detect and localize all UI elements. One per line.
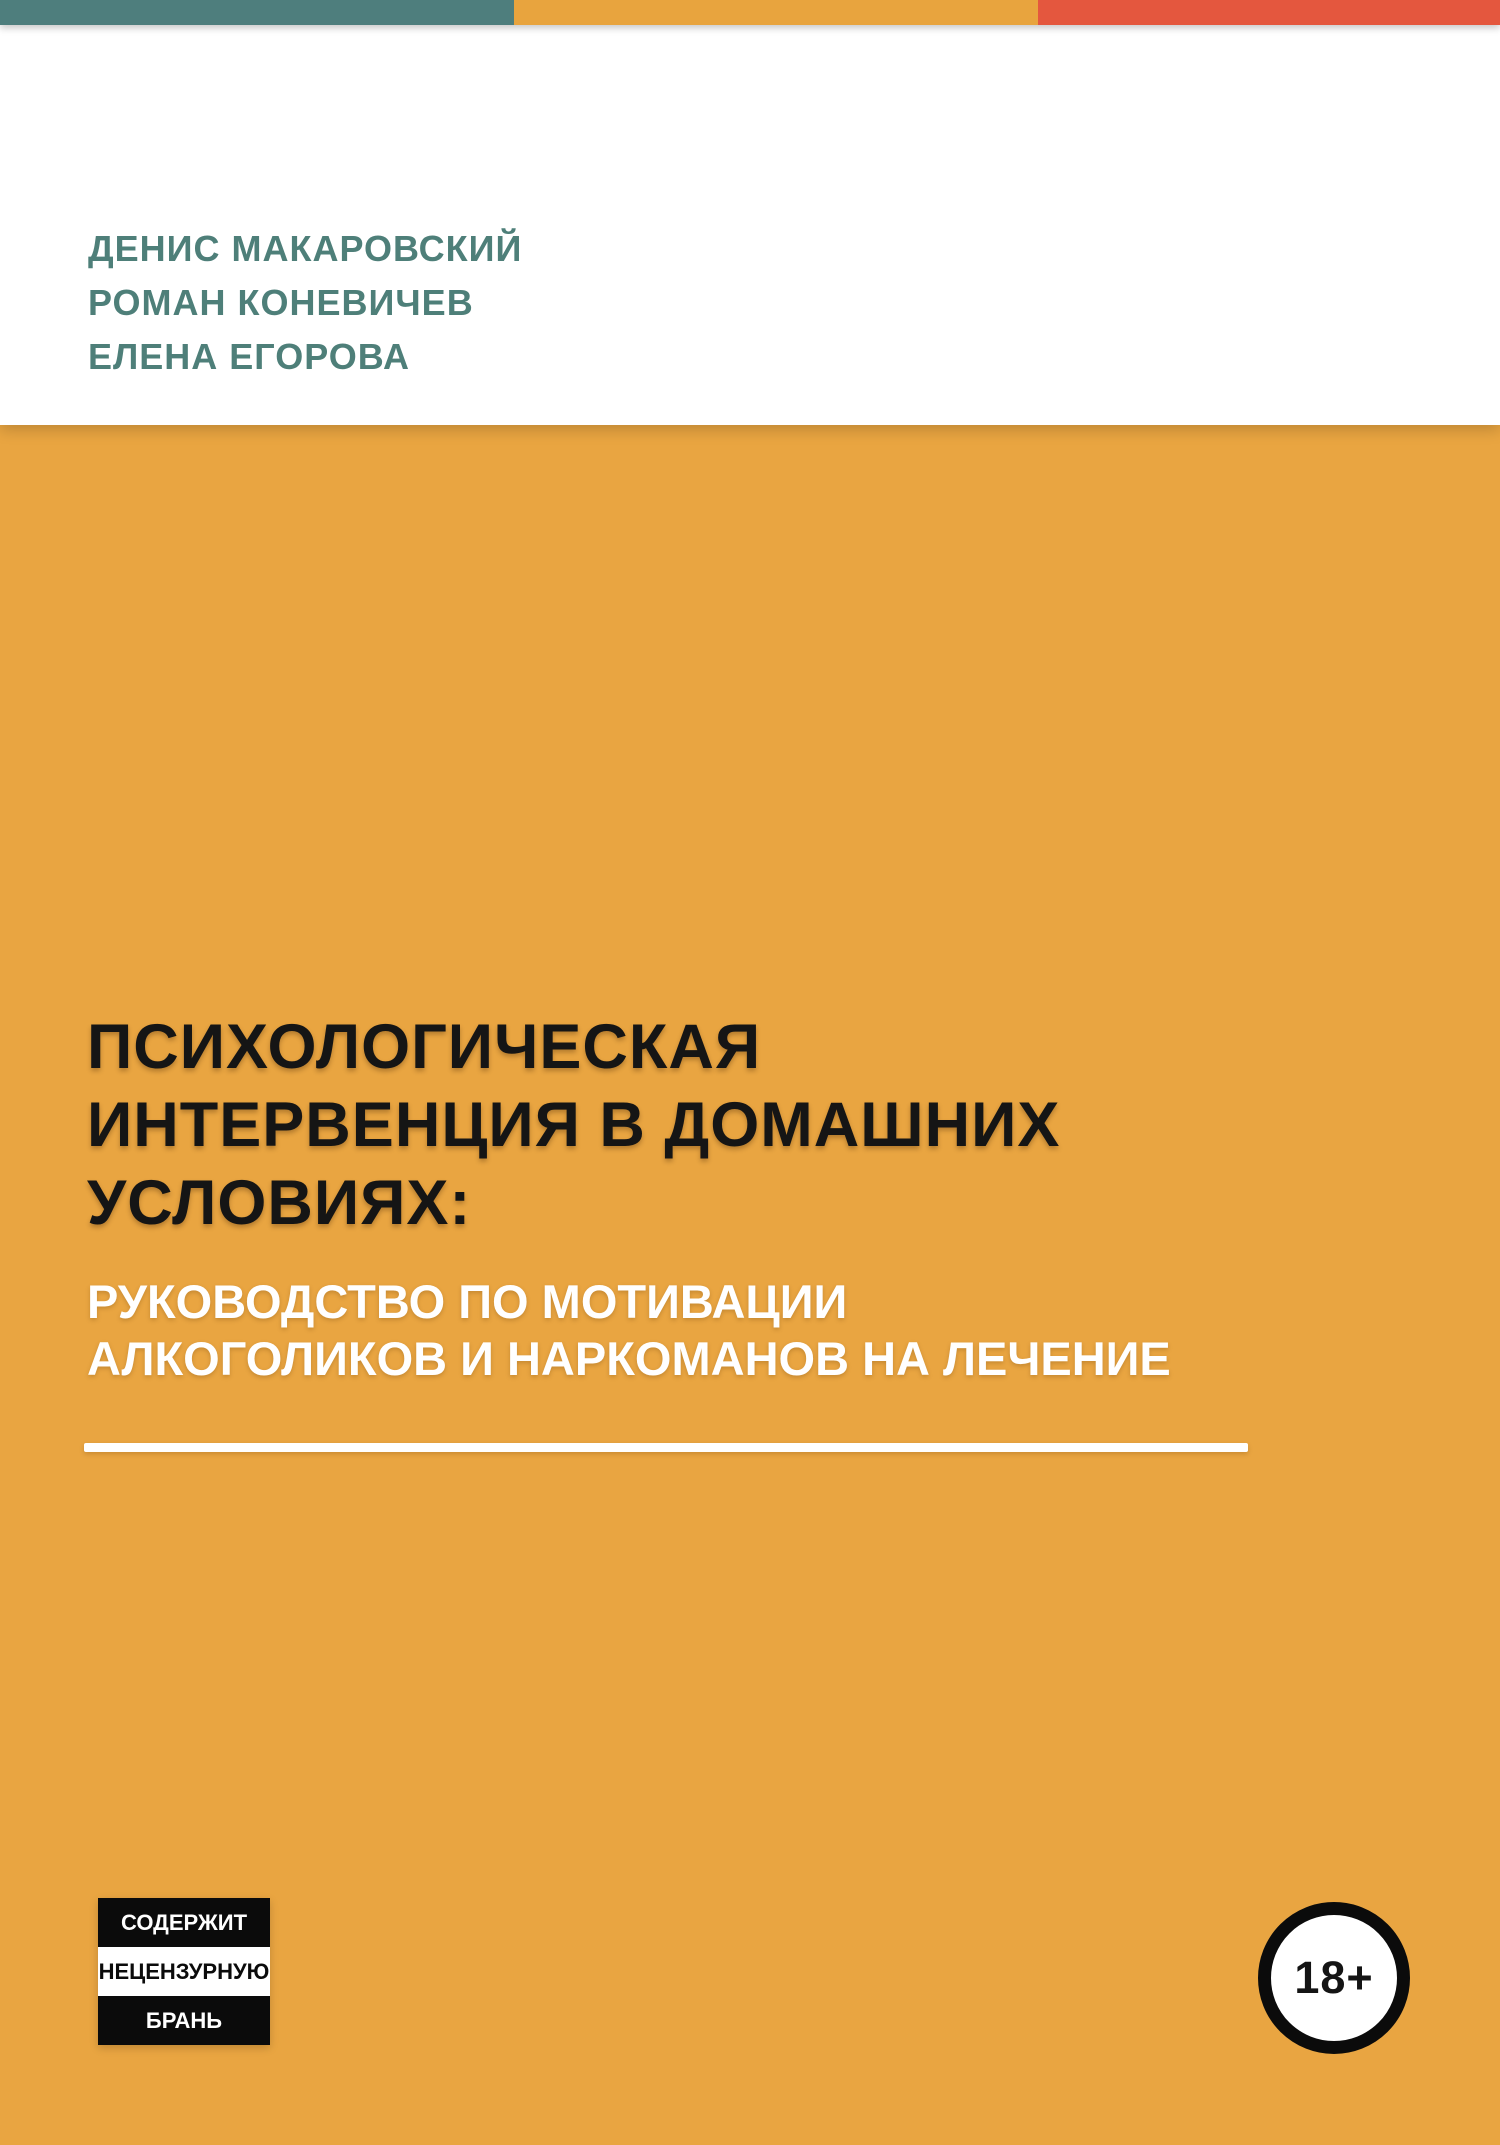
author-name-1: ДЕНИС МАКАРОВСКИЙ [88, 228, 523, 269]
book-title-line-1: ПСИХОЛОГИЧЕСКАЯ [87, 1012, 762, 1082]
book-title [87, 1008, 1060, 1242]
content-warning-row-3: БРАНЬ [98, 1996, 270, 2045]
top-bar-teal-segment [0, 0, 514, 25]
content-warning-row-2: НЕЦЕНЗУРНУЮ [98, 1947, 270, 1996]
author-name-3: ЕЛЕНА ЕГОРОВА [88, 336, 410, 377]
content-warning-row-1: СОДЕРЖИТ [98, 1898, 270, 1947]
top-bar-red-segment [1038, 0, 1500, 25]
author-list [88, 222, 522, 384]
book-subtitle [87, 1273, 1171, 1387]
content-warning-badge [98, 1898, 270, 2045]
book-title-line-3: УСЛОВИЯХ: [87, 1168, 472, 1238]
book-subtitle-line-1: РУКОВОДСТВО ПО МОТИВАЦИИ [87, 1275, 848, 1328]
book-title-line-2: ИНТЕРВЕНЦИЯ В ДОМАШНИХ [87, 1090, 1061, 1160]
book-subtitle-line-2: АЛКОГОЛИКОВ И НАРКОМАНОВ НА ЛЕЧЕНИЕ [87, 1332, 1171, 1385]
top-bar-orange-segment [514, 0, 1038, 25]
age-rating-badge [1258, 1902, 1410, 2054]
author-band [0, 25, 1500, 425]
divider-rule [84, 1443, 1248, 1452]
top-color-bar [0, 0, 1500, 25]
age-rating-label: 18+ [1294, 1952, 1374, 2003]
author-name-2: РОМАН КОНЕВИЧЕВ [88, 282, 474, 323]
